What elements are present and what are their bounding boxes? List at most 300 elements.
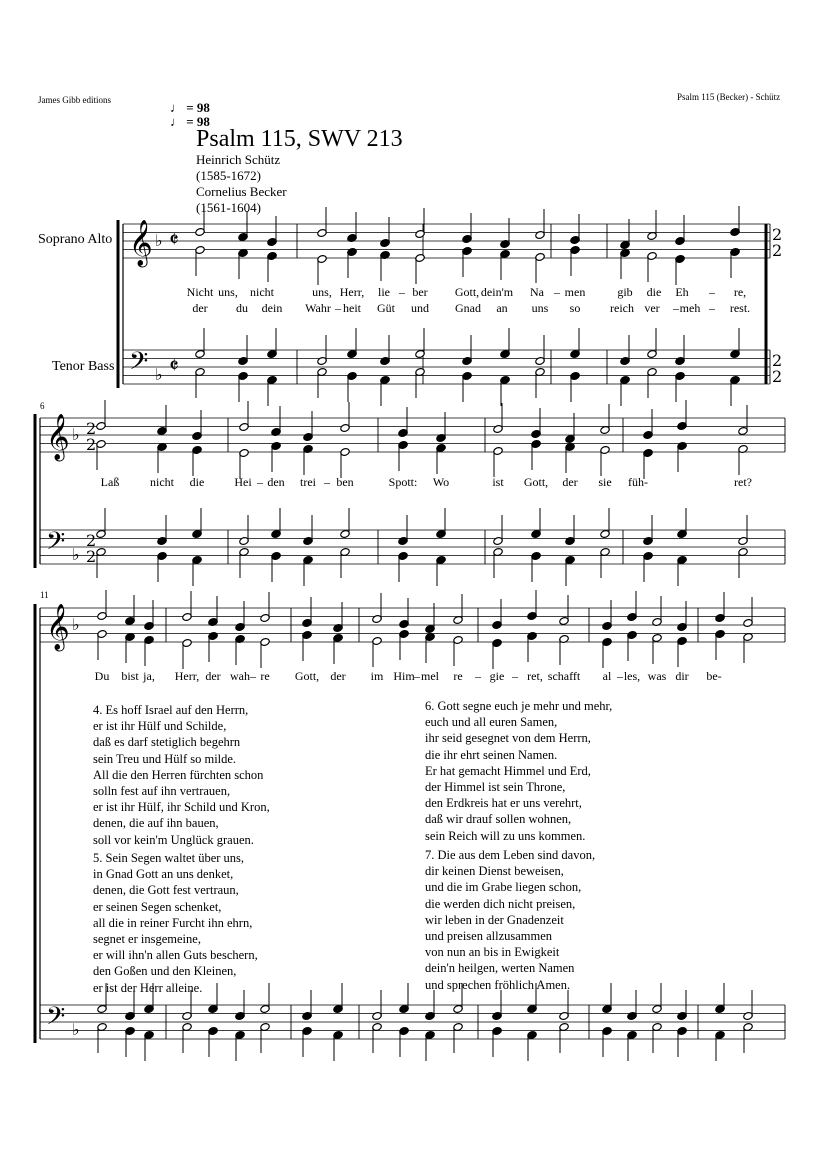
flat-icon: ♭ bbox=[72, 615, 80, 634]
alto-note bbox=[372, 636, 382, 667]
staff-upper-1 bbox=[123, 224, 770, 258]
bass-note bbox=[531, 551, 541, 582]
lyric-syllable: sie bbox=[598, 475, 612, 489]
soprano-note bbox=[317, 207, 327, 238]
lyric-syllable: schafft bbox=[547, 669, 581, 683]
bass-note bbox=[157, 551, 167, 582]
header-right: Psalm 115 (Becker) - Schütz bbox=[677, 92, 781, 102]
verse-text: Gott segne euch je mehr und mehr, euch und all euren Samen, ihr seid gesegnet von dem Herrn, die ihr ehrt seinen Namen. Er hat gemacht Himmel und Erd, der Himmel ist sein Throne, den Erdkreis hat er uns verehrt, daß wir drauf sollen wohnen, sein Reich will zu uns kommen. bbox=[425, 699, 613, 843]
lyric-syllable: dir bbox=[675, 669, 689, 683]
lyric-syllable: du bbox=[236, 301, 248, 315]
lyric-syllable: les, bbox=[623, 669, 641, 683]
verse-number: 5. bbox=[93, 851, 103, 865]
soprano-note bbox=[398, 407, 408, 438]
alto-note bbox=[303, 444, 313, 475]
lyric-syllable: nicht bbox=[250, 285, 274, 299]
soprano-note bbox=[195, 206, 205, 237]
soprano-note bbox=[743, 597, 753, 628]
alto-note bbox=[347, 247, 357, 278]
soprano-note bbox=[730, 206, 740, 237]
cut-time-icon: 𝄵 bbox=[169, 228, 179, 253]
alto-note bbox=[267, 251, 277, 282]
bass-note bbox=[317, 367, 327, 398]
time-sig-den: 2 bbox=[772, 367, 783, 386]
treble-clef-icon: 𝄞 bbox=[46, 604, 70, 650]
bass-note bbox=[565, 555, 575, 586]
lyric-syllable: lie bbox=[378, 285, 390, 299]
lyric-syllable: ben bbox=[336, 475, 354, 489]
alto-note bbox=[340, 447, 350, 478]
verse-number: 4. bbox=[93, 703, 103, 717]
verse-text: Die aus dem Leben sind davon, dir keinen Dienst beweisen, und die im Grabe liegen schon, die werden dich nicht preisen, wir leben in der Gnadenzeit und preisen allzusammen von nun an bis in Ewigkeit dein'n heilgen, werten Namen und sprechen fröhlich Amen. bbox=[425, 848, 596, 992]
lyric-syllable: die bbox=[189, 475, 205, 489]
tenor-note bbox=[652, 983, 662, 1014]
treble-clef-icon: 𝄞 bbox=[129, 220, 153, 266]
lyric-syllable: men bbox=[564, 285, 586, 299]
treble-clef-icon: 𝄞 bbox=[46, 414, 70, 460]
lyric-syllable: Him bbox=[393, 669, 415, 683]
alto-note bbox=[398, 440, 408, 471]
bass-note bbox=[340, 547, 350, 578]
alto-note bbox=[425, 632, 435, 663]
alto-note bbox=[462, 246, 472, 277]
lyric-syllable: wah bbox=[230, 669, 250, 683]
lyric-syllable: ist bbox=[492, 475, 504, 489]
tenor-note bbox=[647, 328, 657, 359]
soprano-note bbox=[620, 219, 630, 250]
lyric-syllable: der bbox=[330, 669, 346, 683]
alto-note bbox=[492, 638, 502, 669]
bass-note bbox=[715, 1030, 725, 1061]
alto-note bbox=[677, 441, 687, 472]
soprano-note bbox=[643, 409, 653, 440]
bass-clef-icon: 𝄢 bbox=[46, 1002, 66, 1037]
bass-note bbox=[380, 375, 390, 406]
lyric-syllable: Gott, bbox=[294, 669, 320, 683]
alto-note bbox=[743, 632, 753, 663]
lyric-syllable: und bbox=[411, 301, 429, 315]
lyric-syllable: die bbox=[646, 285, 662, 299]
verse-4 bbox=[93, 702, 270, 848]
soprano-note bbox=[527, 590, 537, 621]
alto-note bbox=[652, 633, 662, 664]
page-title: Psalm 115, SWV 213 bbox=[196, 126, 403, 152]
alto-note bbox=[675, 254, 685, 285]
bass-note bbox=[425, 1030, 435, 1061]
alto-note bbox=[399, 629, 409, 660]
lyric-syllable: Herr, bbox=[339, 285, 365, 299]
soprano-note bbox=[647, 210, 657, 241]
soprano-note bbox=[425, 603, 435, 634]
bass-note bbox=[677, 1026, 687, 1057]
bass-note bbox=[372, 1022, 382, 1053]
alto-note bbox=[317, 254, 327, 285]
bass-note bbox=[600, 547, 610, 578]
flat-icon: ♭ bbox=[72, 425, 80, 444]
tenor-note bbox=[600, 508, 610, 539]
lyric-syllable: heit bbox=[343, 301, 361, 315]
alto-note bbox=[192, 445, 202, 476]
bass-note bbox=[675, 371, 685, 402]
tenor-note bbox=[399, 983, 409, 1014]
lyric-syllable: Wahr bbox=[305, 301, 331, 315]
bass-note bbox=[182, 1022, 192, 1053]
bass-note bbox=[462, 371, 472, 402]
alto-note bbox=[125, 632, 135, 663]
lyric-syllable: – bbox=[617, 669, 623, 683]
alto-note bbox=[627, 630, 637, 661]
soprano-note bbox=[565, 413, 575, 444]
bass-note bbox=[500, 375, 510, 406]
tenor-note bbox=[436, 508, 446, 539]
soprano-note bbox=[347, 212, 357, 243]
lyric-syllable: Na bbox=[530, 285, 544, 299]
bass-note bbox=[333, 1030, 343, 1061]
bass-note bbox=[453, 1022, 463, 1053]
alto-note bbox=[600, 445, 610, 476]
staff-upper-2 bbox=[40, 418, 785, 452]
bass-note bbox=[620, 375, 630, 406]
bass-note bbox=[195, 367, 205, 398]
tenor-note bbox=[260, 983, 270, 1014]
lyric-syllable: dein bbox=[261, 301, 283, 315]
alto-note bbox=[565, 442, 575, 473]
lyric-syllable: der bbox=[562, 475, 578, 489]
bass-note bbox=[192, 555, 202, 586]
bass-note bbox=[398, 551, 408, 582]
lyric-syllable: Herr, bbox=[174, 669, 200, 683]
soprano-note bbox=[500, 218, 510, 249]
lyric-syllable: – bbox=[709, 285, 715, 299]
tenor-note bbox=[267, 328, 277, 359]
lyric-syllable: re bbox=[453, 669, 463, 683]
tenor-note bbox=[340, 508, 350, 539]
alto-note bbox=[182, 638, 192, 669]
alto-note bbox=[157, 442, 167, 473]
bass-note bbox=[677, 555, 687, 586]
time-sig-den: 2 bbox=[86, 547, 97, 566]
soprano-note bbox=[302, 597, 312, 628]
bass-clef-icon: 𝄢 bbox=[129, 347, 149, 382]
lyric-syllable: an bbox=[496, 301, 508, 315]
lyric-syllable: uns, bbox=[218, 285, 238, 299]
lyric-syllable: Gnad bbox=[455, 301, 481, 315]
lyric-syllable: dein'm bbox=[480, 285, 514, 299]
alto-note bbox=[235, 634, 245, 665]
tenor-note bbox=[96, 508, 106, 539]
lyric-syllable: – bbox=[673, 301, 679, 315]
alto-note bbox=[715, 629, 725, 660]
soprano-note bbox=[267, 216, 277, 247]
bass-note bbox=[399, 1026, 409, 1057]
bass-note bbox=[643, 551, 653, 582]
lyric-syllable: be- bbox=[706, 669, 722, 683]
soprano-note bbox=[453, 594, 463, 625]
bass-note bbox=[535, 367, 545, 398]
lyric-syllable: Laß bbox=[100, 475, 120, 489]
lyric-syllable: ret, bbox=[527, 669, 543, 683]
measure-number-6: 6 bbox=[40, 401, 45, 411]
alto-note bbox=[677, 636, 687, 667]
lyric-syllable: gie bbox=[489, 669, 505, 683]
lyric-syllable: ja, bbox=[143, 669, 155, 683]
alto-note bbox=[500, 249, 510, 280]
tempo-mark-2: ♩ = 98 bbox=[170, 114, 210, 129]
verse-text: Es hoff Israel auf den Herrn, er ist ihr Hülf und Schilde, daß es darf stetiglich begehrn sein Treu und Hülf so milde. All die den Herren fürchten schon solln fest auf ihn vertrauen, er ist ihr Hülf, ihr Schild und Kron, denen, die auf ihn bauen, soll vor kein'm Unglück grauen. bbox=[93, 703, 270, 847]
soprano-note bbox=[238, 211, 248, 242]
lyric-syllable: der bbox=[205, 669, 221, 683]
bass-note bbox=[570, 371, 580, 402]
soprano-note bbox=[399, 598, 409, 629]
soprano-note bbox=[559, 595, 569, 626]
lyric-syllable: Nicht bbox=[186, 285, 214, 299]
instrument-lower: Tenor Bass bbox=[52, 359, 115, 374]
staff-lower-2 bbox=[40, 530, 785, 564]
poet-name: Cornelius Becker bbox=[196, 184, 287, 199]
bass-note bbox=[239, 547, 249, 578]
alto-note bbox=[620, 248, 630, 279]
verse-text: Sein Segen waltet über uns, in Gnad Gott an uns denket, denen, die Gott fest vertraun, er seinen Segen schenket, all die in reiner Furcht ihn ehrn, segnet er insgemeine, er will ihn'n allen Guts beschern, den Goßen und den Kleinen, er ist der Herr alleine. bbox=[93, 851, 258, 995]
lyric-syllable: ret? bbox=[734, 475, 752, 489]
alto-note bbox=[531, 439, 541, 470]
lyric-syllable: der bbox=[192, 301, 208, 315]
bass-note bbox=[652, 1022, 662, 1053]
lyric-syllable: bist bbox=[121, 669, 139, 683]
alto-note bbox=[453, 635, 463, 666]
soprano-note bbox=[677, 400, 687, 431]
lyric-syllable: Gott, bbox=[454, 285, 480, 299]
bass-note bbox=[267, 375, 277, 406]
tenor-note bbox=[347, 328, 357, 359]
tenor-note bbox=[271, 508, 281, 539]
alto-note bbox=[570, 245, 580, 276]
alto-note bbox=[208, 631, 218, 662]
soprano-note bbox=[260, 592, 270, 623]
lyric-syllable: Eh bbox=[675, 285, 689, 299]
lyric-syllable: den bbox=[267, 475, 285, 489]
soprano-note bbox=[208, 596, 218, 627]
bass-note bbox=[647, 367, 657, 398]
bass-note bbox=[627, 1030, 637, 1061]
alto-note bbox=[260, 637, 270, 668]
bass-note bbox=[125, 1026, 135, 1057]
flat-icon: ♭ bbox=[155, 365, 163, 384]
poet-dates: (1561-1604) bbox=[196, 200, 261, 215]
alto-note bbox=[195, 245, 205, 276]
tenor-note bbox=[677, 508, 687, 539]
alto-note bbox=[96, 439, 106, 470]
lyric-syllable: al bbox=[602, 669, 612, 683]
tenor-note bbox=[195, 328, 205, 359]
tenor-note bbox=[570, 328, 580, 359]
tenor-note bbox=[715, 983, 725, 1014]
lyric-syllable: – bbox=[475, 669, 481, 683]
time-sig-num: 2 bbox=[86, 531, 97, 550]
alto-note bbox=[302, 630, 312, 661]
lyric-syllable: trei bbox=[300, 475, 316, 489]
soprano-note bbox=[600, 404, 610, 435]
lyric-syllable: uns bbox=[531, 301, 549, 315]
soprano-note bbox=[715, 592, 725, 623]
bass-note bbox=[303, 555, 313, 586]
lyric-syllable: – bbox=[414, 669, 420, 683]
lyric-syllable: re, bbox=[733, 285, 747, 299]
soprano-note bbox=[436, 412, 446, 443]
alto-note bbox=[535, 252, 545, 283]
lyric-syllable: – bbox=[257, 475, 263, 489]
tenor-note bbox=[531, 508, 541, 539]
soprano-note bbox=[125, 595, 135, 626]
bass-note bbox=[559, 1022, 569, 1053]
lyric-syllable: – bbox=[709, 301, 715, 315]
verse-number: 6. bbox=[425, 699, 435, 713]
lyric-syllable: meh bbox=[679, 301, 701, 315]
lyric-syllable: mel bbox=[421, 669, 439, 683]
alto-note bbox=[415, 253, 425, 284]
bass-note bbox=[260, 1022, 270, 1053]
lyric-syllable: Du bbox=[94, 669, 110, 683]
flat-icon: ♭ bbox=[72, 1020, 80, 1039]
bass-note bbox=[527, 1030, 537, 1061]
flat-icon: ♭ bbox=[72, 545, 80, 564]
soprano-note bbox=[271, 406, 281, 437]
soprano-note bbox=[531, 408, 541, 439]
soprano-note bbox=[333, 602, 343, 633]
alto-note bbox=[333, 633, 343, 664]
composer-dates: (1585-1672) bbox=[196, 168, 261, 183]
soprano-note bbox=[415, 208, 425, 239]
soprano-note bbox=[182, 591, 192, 622]
bass-note bbox=[302, 1026, 312, 1057]
tenor-note bbox=[602, 983, 612, 1014]
lyric-syllable: Wo bbox=[432, 475, 450, 489]
lyric-syllable: was bbox=[647, 669, 667, 683]
lyric-syllable: – bbox=[324, 475, 330, 489]
soprano-note bbox=[239, 401, 249, 432]
lyric-syllable: uns, bbox=[312, 285, 332, 299]
alto-note bbox=[380, 250, 390, 281]
measure-number-11: 11 bbox=[40, 590, 49, 600]
bass-note bbox=[730, 375, 740, 406]
soprano-note bbox=[652, 596, 662, 627]
alto-note bbox=[97, 629, 107, 660]
soprano-note bbox=[627, 591, 637, 622]
time-sig-num: 2 bbox=[772, 225, 783, 244]
lyric-syllable: Hei bbox=[234, 475, 252, 489]
bass-note bbox=[347, 371, 357, 402]
soprano-note bbox=[738, 405, 748, 436]
lyric-syllable: – bbox=[335, 301, 341, 315]
lyric-syllable: re bbox=[260, 669, 270, 683]
instrument-upper: Soprano Alto bbox=[38, 232, 113, 247]
lyric-syllable: Güt bbox=[377, 301, 395, 315]
tempo-mark-1: ♩ = 98 bbox=[170, 100, 210, 115]
lyric-syllable: ver bbox=[644, 301, 660, 315]
alto-note bbox=[493, 446, 503, 477]
lyric-syllable: – bbox=[399, 285, 405, 299]
bass-note bbox=[492, 1026, 502, 1057]
lyric-syllable: Gott, bbox=[523, 475, 549, 489]
lyric-syllable: rest. bbox=[729, 301, 751, 315]
lyric-syllable: füh- bbox=[628, 475, 648, 489]
soprano-note bbox=[96, 400, 106, 431]
alto-note bbox=[602, 637, 612, 668]
lyric-syllable: ber bbox=[412, 285, 428, 299]
tenor-note bbox=[730, 328, 740, 359]
tenor-note bbox=[192, 508, 202, 539]
bass-note bbox=[493, 547, 503, 578]
soprano-note bbox=[570, 214, 580, 245]
lyric-syllable: reich bbox=[610, 301, 634, 315]
header-left: James Gibb editions bbox=[38, 95, 111, 105]
lyric-syllable: – bbox=[512, 669, 518, 683]
soprano-note bbox=[157, 405, 167, 436]
bass-note bbox=[144, 1030, 154, 1061]
lyric-syllable: – bbox=[250, 669, 256, 683]
bass-note bbox=[415, 367, 425, 398]
alto-note bbox=[238, 248, 248, 279]
soprano-note bbox=[192, 410, 202, 441]
cut-time-icon: 𝄵 bbox=[169, 354, 179, 379]
bass-note bbox=[238, 371, 248, 402]
verse-number: 7. bbox=[425, 848, 435, 862]
lyric-syllable: Spott: bbox=[388, 475, 418, 489]
bass-clef-icon: 𝄢 bbox=[46, 527, 66, 562]
alto-note bbox=[436, 443, 446, 474]
verse-5 bbox=[93, 850, 258, 996]
bass-note bbox=[96, 547, 106, 578]
bass-note bbox=[602, 1026, 612, 1057]
bass-note bbox=[271, 551, 281, 582]
soprano-note bbox=[462, 213, 472, 244]
alto-note bbox=[559, 634, 569, 665]
alto-note bbox=[730, 247, 740, 278]
soprano-note bbox=[144, 600, 154, 631]
bass-note bbox=[436, 555, 446, 586]
time-sig-num: 2 bbox=[772, 351, 783, 370]
bass-note bbox=[235, 1030, 245, 1061]
lyric-syllable: so bbox=[569, 301, 581, 315]
staff-lower-1 bbox=[123, 350, 770, 384]
bass-note bbox=[97, 1022, 107, 1053]
lyric-syllable: im bbox=[370, 669, 384, 683]
tenor-note bbox=[333, 983, 343, 1014]
tenor-note bbox=[415, 328, 425, 359]
bass-note bbox=[208, 1026, 218, 1057]
lyric-syllable: nicht bbox=[150, 475, 174, 489]
bass-note bbox=[743, 1022, 753, 1053]
time-sig-num: 2 bbox=[86, 419, 97, 438]
flat-icon: ♭ bbox=[155, 231, 163, 250]
time-sig-den: 2 bbox=[772, 241, 783, 260]
alto-note bbox=[647, 251, 657, 282]
lyric-syllable: gib bbox=[617, 285, 633, 299]
lyric-syllable: – bbox=[554, 285, 560, 299]
alto-note bbox=[527, 631, 537, 662]
soprano-note bbox=[492, 599, 502, 630]
soprano-note bbox=[97, 590, 107, 621]
composer-name: Heinrich Schütz bbox=[196, 152, 281, 167]
soprano-note bbox=[602, 600, 612, 631]
soprano-note bbox=[340, 402, 350, 433]
tenor-note bbox=[500, 328, 510, 359]
alto-note bbox=[738, 444, 748, 475]
bass-note bbox=[738, 547, 748, 578]
verse-6 bbox=[425, 698, 612, 844]
verse-7 bbox=[425, 847, 595, 993]
soprano-note bbox=[675, 215, 685, 246]
alto-note bbox=[144, 635, 154, 666]
